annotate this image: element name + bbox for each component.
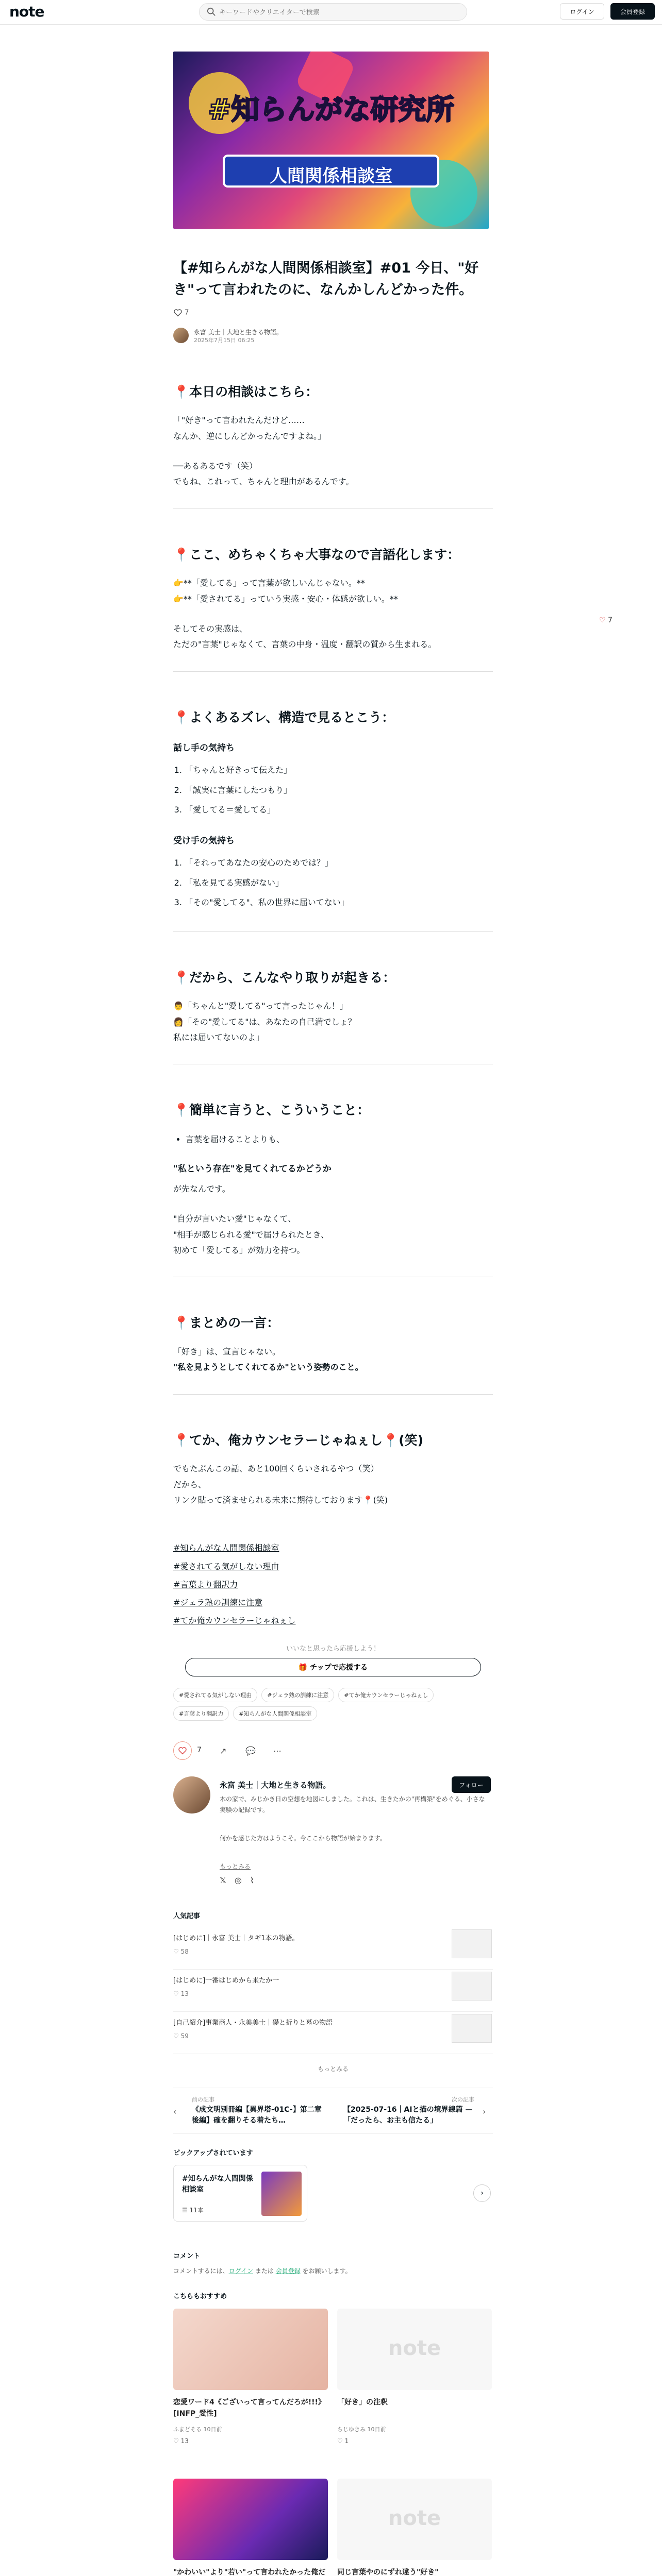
tag-chip[interactable]: #知らんがな人間関係相談室 (233, 1706, 317, 1721)
magazine-card[interactable] (173, 2165, 307, 2222)
paragraph: 「"好き"って言われたんだけど…… (173, 415, 305, 426)
hashtag-link[interactable]: #知らんがな人間関係相談室 (173, 1543, 279, 1553)
emphasis-heading: "私という存在"を見てくれてるかどうか (173, 1163, 332, 1174)
paragraph: なんか、逆にしんどかったんですよね。」 (173, 431, 326, 441)
search-input[interactable] (219, 7, 456, 18)
popular-title[interactable]: [はじめに]一番はじめから来たか一 (173, 1977, 279, 1985)
note-placeholder-logo: note (388, 2506, 441, 2531)
spacer (173, 607, 493, 621)
paragraph: だから、 (173, 1479, 207, 1489)
popular-likes: ♡ 58 (173, 1948, 189, 1956)
article-card[interactable] (337, 2309, 492, 2463)
search-box[interactable] (199, 3, 467, 21)
spacer (173, 1197, 493, 1211)
paragraph: ただの"言葉"じゃなくて、言葉の中身・温度・翻訳の質から生まれる。 (173, 639, 437, 650)
popular-articles (173, 1910, 493, 2073)
paragraph: "自分が言いたい愛"じゃなくて、 (173, 1214, 296, 1224)
magazine-count: ☰ 11本 (182, 2207, 204, 2214)
profile-description: 何かを感じた方はようこそ。今ここから物語が始まります。 (220, 1835, 386, 1842)
gift-icon: 🎁 (298, 1664, 310, 1672)
section-heading: 📍てか、俺カウンセラーじゃねぇし📍(笑) (173, 1432, 424, 1448)
avatar[interactable] (173, 1776, 210, 1814)
list (185, 760, 493, 820)
magazine-title[interactable]: #知らんがな人間関係相談室 (182, 2175, 253, 2194)
paragraph: 👨「ちゃんと"愛してる"って言ったじゃん！」 (173, 1001, 348, 1011)
note-logo[interactable]: note (9, 3, 44, 20)
hero-subtitle: 人間関係相談室 (270, 166, 392, 187)
card-title[interactable]: 恋愛ワード4《ございって言ってんだろが!!!》[INFP_愛性] (173, 2398, 325, 2418)
article-body (173, 258, 493, 2576)
section-heading: 📍簡単に言うと、こういうこと： (173, 1103, 370, 1118)
hero-subtitle-box (223, 155, 439, 188)
paragraph: 👉**「愛してる」って言葉が欲しいんじゃない。** (173, 578, 365, 588)
card-title[interactable]: 「好き」の注釈 (337, 2398, 388, 2407)
tag-chip[interactable]: #愛されてる気がしない理由 (173, 1688, 257, 1702)
chevron-right-icon: › (481, 2189, 484, 2198)
list-item: 1. 「それってあなたの安心のためでは？」 (185, 853, 493, 873)
comment-text: または (253, 2267, 276, 2275)
author-profile (173, 1776, 493, 1910)
support-section (173, 1643, 493, 1676)
list-item: • 言葉を届けることよりも、 (186, 1131, 493, 1148)
floating-like[interactable] (599, 616, 613, 624)
tag-chip[interactable]: #ジェラ熟の訓練に注意 (261, 1688, 334, 1702)
like-count: 1 (344, 2437, 349, 2445)
comment-label: コメント (173, 2252, 201, 2261)
paragraph: が先なんです。 (173, 1183, 230, 1194)
profile-name[interactable]: 永富 美士｜大地と生きる物語。 (220, 1781, 331, 1790)
section-heading: 📍よくあるズレ、構造で見るとこう： (173, 709, 395, 725)
comment-icon[interactable]: 💬 (245, 1746, 256, 1756)
article-like-count: 7 (185, 309, 189, 317)
paragraph-bold: "私を見ようとしてくれてるか"という姿勢のこと。 (173, 1362, 363, 1372)
hashtag-list (173, 1539, 493, 1630)
next-label: 次の記事 (452, 2096, 474, 2104)
card-thumbnail[interactable] (173, 2479, 328, 2560)
hashtag-link[interactable]: #ジェラ熟の訓練に注意 (173, 1597, 263, 1607)
article-pager (173, 2088, 493, 2134)
paragraph: ──あるあるです（笑） (173, 461, 258, 471)
paragraph: 「好き」は、宣言じゃない。 (173, 1346, 281, 1357)
more-link[interactable]: もっとみる (317, 2065, 349, 2073)
heart-icon: ♡ (599, 616, 606, 624)
list (185, 853, 493, 912)
section-heading: 📍まとめの一言： (173, 1315, 280, 1331)
thumbnail[interactable] (452, 1972, 492, 2001)
note-placeholder-logo: note (388, 2336, 441, 2361)
card-author[interactable]: ふまどそる 10日前 (173, 2426, 222, 2433)
publish-date: 2025年7月15日 06:25 (194, 336, 255, 344)
comment-text: をお願いします。 (300, 2267, 352, 2275)
divider (173, 671, 493, 672)
tip-button[interactable] (185, 1658, 481, 1676)
paragraph: "相手が感じられる愛"で届けられたとき、 (173, 1229, 329, 1240)
subheading: 話し手の気持ち (173, 743, 235, 754)
section-heading: 📍ここ、めちゃくちゃ大事なので言語化します： (173, 547, 460, 562)
search-icon (207, 7, 216, 16)
prev-label: 前の記事 (192, 2096, 214, 2104)
card-title[interactable]: 同じ言葉やのにずれ違う"好き" (337, 2568, 439, 2576)
article-card[interactable] (337, 2479, 492, 2576)
popular-likes: ♡ 59 (173, 2032, 189, 2040)
article-card[interactable] (173, 2479, 328, 2576)
signup-link[interactable]: 会員登録 (275, 2267, 301, 2275)
paragraph: でもたぶんこの話、あと100回くらいされるやつ（笑） (173, 1464, 379, 1474)
author-name[interactable]: 永富 美士｜大地と生きる物語。 (194, 328, 283, 336)
social-icons (220, 1875, 262, 1885)
divider (173, 1394, 493, 1395)
list (186, 1131, 493, 1148)
article-title: 【#知らんがな人間関係相談室】#01 今日、"好き"って言われたのに、なんかしんどかった件。 (173, 260, 479, 298)
next-article-link[interactable]: 【2025-07-16｜AIと描の境界線篇 — 「だったら、お主も信たる」 (343, 2106, 473, 2125)
tag-chips (173, 1688, 493, 1721)
popular-title[interactable]: [はじめに]｜永富 美士｜タギ1本の物語。 (173, 1935, 299, 1943)
paragraph: 初めて「愛してる」が効力を持つ。 (173, 1245, 305, 1255)
chevron-right-icon[interactable]: › (483, 2107, 486, 2117)
spacer (173, 444, 493, 459)
card-likes: ♡ 1 (337, 2437, 349, 2445)
support-label: いいなと思ったら応援しよう！ (286, 1645, 380, 1653)
card-title[interactable]: "かわいい"より"若い"って言われたかった俺だ (173, 2568, 326, 2576)
avatar[interactable] (173, 328, 189, 343)
like-count: 13 (180, 2437, 189, 2445)
signup-button[interactable]: 会員登録 (610, 3, 655, 20)
comment-section (173, 2250, 493, 2275)
like-button[interactable] (173, 1741, 192, 1760)
prev-article-link[interactable]: 《成文明別冊編【異界塔-01C-】第二章 後編】確を翻りそる着たち… (192, 2106, 322, 2125)
popular-label: 人気記事 (173, 1912, 201, 1921)
paragraph: そしてその実感は、 (173, 624, 248, 634)
recommended-grid (173, 2309, 493, 2576)
hashtag-link[interactable]: #言葉より翻訳力 (173, 1579, 238, 1589)
list-item[interactable] (173, 2012, 493, 2054)
top-header (0, 0, 662, 25)
list-item: 2. 「誠実に言葉にしたつもり」 (185, 781, 493, 800)
action-bar (173, 1741, 493, 1762)
popular-title[interactable]: [自己紹介]事業商人・永美美士｜礎と折りと墓の物語 (173, 2019, 333, 2027)
magazine-thumbnail (261, 2172, 302, 2216)
follow-button[interactable]: フォロー (452, 1776, 491, 1793)
paragraph: 私には届いてないのよ」 (173, 1032, 264, 1042)
list-item: 3. 「愛してる＝愛してる」 (185, 800, 493, 820)
divider (173, 931, 493, 932)
thumbnail[interactable] (452, 2014, 492, 2043)
more-icon[interactable]: ⋯ (273, 1746, 282, 1756)
card-thumbnail[interactable] (337, 2309, 492, 2390)
pickup-label: ピックアップされています (173, 2149, 253, 2158)
heart-icon[interactable] (173, 308, 183, 317)
list-item: 3. 「その"愛してる"、私の世界に届いてない」 (185, 893, 493, 912)
hero-image (173, 52, 489, 229)
like-count: 58 (180, 1948, 189, 1956)
chevron-left-icon[interactable]: ‹ (173, 2107, 177, 2117)
share-icon[interactable]: ↗ (220, 1746, 227, 1756)
like-count: 13 (180, 1990, 189, 1998)
login-link[interactable]: ログイン (228, 2267, 254, 2275)
list-item[interactable] (173, 1970, 493, 2012)
recommended-label: こちらもおすすめ (173, 2293, 227, 2301)
like-count: 7 (608, 616, 613, 624)
popular-likes: ♡ 13 (173, 1990, 189, 1998)
x-icon[interactable]: 𝕏 (220, 1875, 235, 1886)
like-count: 59 (180, 2032, 189, 2040)
subheading: 受け手の気持ち (173, 836, 235, 846)
paragraph: リンク貼って済ませられる未来に期待しております📍(笑) (173, 1495, 388, 1505)
section-heading: 📍だから、こんなやり取りが起きる： (173, 970, 396, 985)
article-card[interactable] (173, 2309, 328, 2463)
like-count: 7 (197, 1746, 202, 1755)
recommended-section (173, 2291, 493, 2576)
card-thumbnail[interactable] (173, 2309, 328, 2390)
pickup-section (173, 2147, 493, 2250)
card-likes: ♡ 13 (173, 2437, 189, 2445)
profile-description: 木の家で、みじかき日の空想を地図にしました。これは、生きたかの"再構築"をめぐる、小さな実験の記録です。 (220, 1795, 485, 1814)
carousel-next-button[interactable] (473, 2184, 491, 2202)
card-author[interactable]: ちじゆきみ 10日前 (337, 2426, 386, 2433)
author-block[interactable] (173, 326, 493, 346)
section-heading: 📍本日の相談はこちら： (173, 384, 319, 399)
comment-text: コメントするには、 (173, 2267, 229, 2275)
rss-icon[interactable]: ⌇ (250, 1875, 262, 1886)
hashtag-link[interactable]: #愛されてる気がしない理由 (173, 1561, 279, 1571)
profile-more-link[interactable]: もっとみる (220, 1863, 251, 1871)
list-item: 1. 「ちゃんと好きって伝えた」 (185, 760, 493, 780)
hero-title: #知らんがな研究所 (208, 93, 454, 126)
article-like-bar (173, 308, 493, 320)
card-thumbnail[interactable] (337, 2479, 492, 2560)
paragraph: 👉**「愛されてる」っていう実感・安心・体感が欲しい。** (173, 594, 398, 604)
tag-chip[interactable]: #てか俺カウンセラーじゃねぇし (338, 1688, 434, 1702)
paragraph: でもね、これって、ちゃんと理由があるんです。 (173, 477, 354, 487)
instagram-icon[interactable]: ◎ (234, 1875, 250, 1886)
heart-icon (178, 1746, 187, 1755)
thumbnail[interactable] (452, 1929, 492, 1958)
comment-prompt (173, 2266, 493, 2275)
login-button[interactable]: ログイン (560, 3, 604, 20)
tag-chip[interactable]: #言葉より翻訳力 (173, 1706, 229, 1721)
hashtag-link[interactable]: #てか俺カウンセラーじゃねぇし (173, 1616, 296, 1626)
list-item[interactable] (173, 1927, 493, 1970)
list-item: 2. 「私を見てる実感がない」 (185, 873, 493, 893)
paragraph: 👩「その"愛してる"は、あなたの自己満でしょ？ (173, 1016, 356, 1027)
article-count: 11本 (189, 2207, 204, 2214)
tip-button-label: チップで応援する (310, 1664, 368, 1672)
